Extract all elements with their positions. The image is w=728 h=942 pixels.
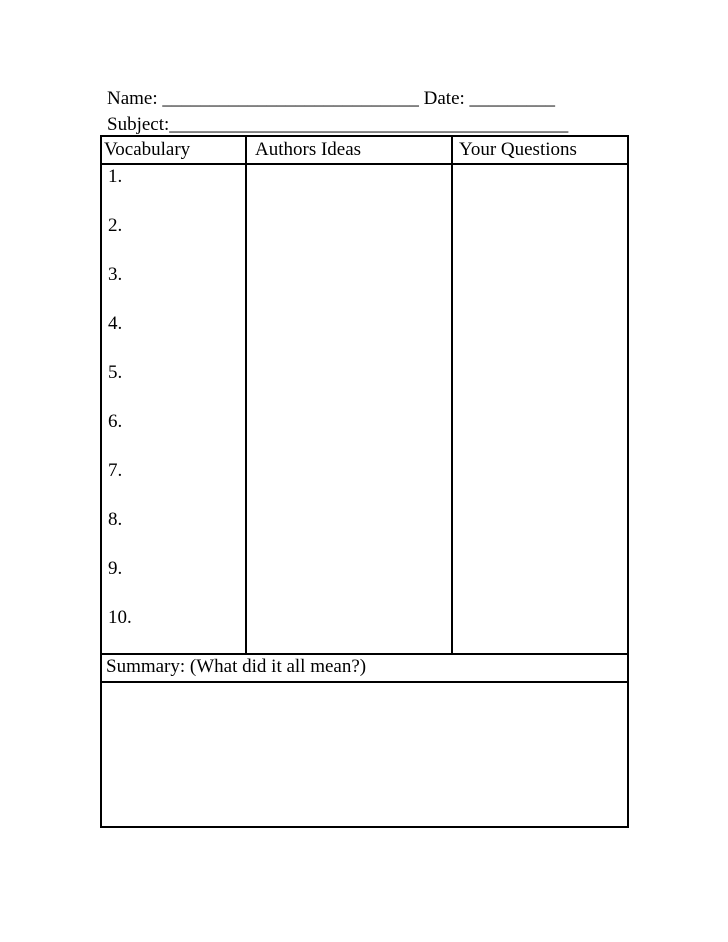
vocab-item: 9. — [108, 558, 123, 579]
summary-body[interactable] — [102, 683, 627, 826]
column-header-your-questions: Your Questions — [459, 139, 577, 160]
column-header-vocabulary: Vocabulary — [104, 139, 191, 160]
vocab-item: 5. — [108, 362, 123, 383]
notes-table — [100, 135, 629, 655]
authors-ideas-cell[interactable] — [247, 165, 451, 653]
column-header-authors-ideas: Authors Ideas — [255, 139, 362, 160]
summary-box — [100, 653, 629, 828]
vocab-item: 10. — [108, 607, 132, 628]
vocab-item: 1. — [108, 166, 123, 187]
vocab-item: 4. — [108, 313, 123, 334]
vocab-item: 3. — [108, 264, 123, 285]
vocabulary-cell[interactable] — [102, 165, 245, 653]
vocab-item: 6. — [108, 411, 123, 432]
name-date-line: Name: ___________________________ Date: _________ — [107, 88, 556, 109]
your-questions-cell[interactable] — [453, 165, 627, 653]
summary-header — [102, 655, 627, 683]
subject-line: Subject:__________________________________________ — [107, 114, 569, 135]
vocab-item: 8. — [108, 509, 123, 530]
summary-label: Summary: (What did it all mean?) — [106, 656, 367, 677]
vocab-item: 2. — [108, 215, 123, 236]
table-header-row — [102, 137, 627, 165]
vocab-item: 7. — [108, 460, 123, 481]
